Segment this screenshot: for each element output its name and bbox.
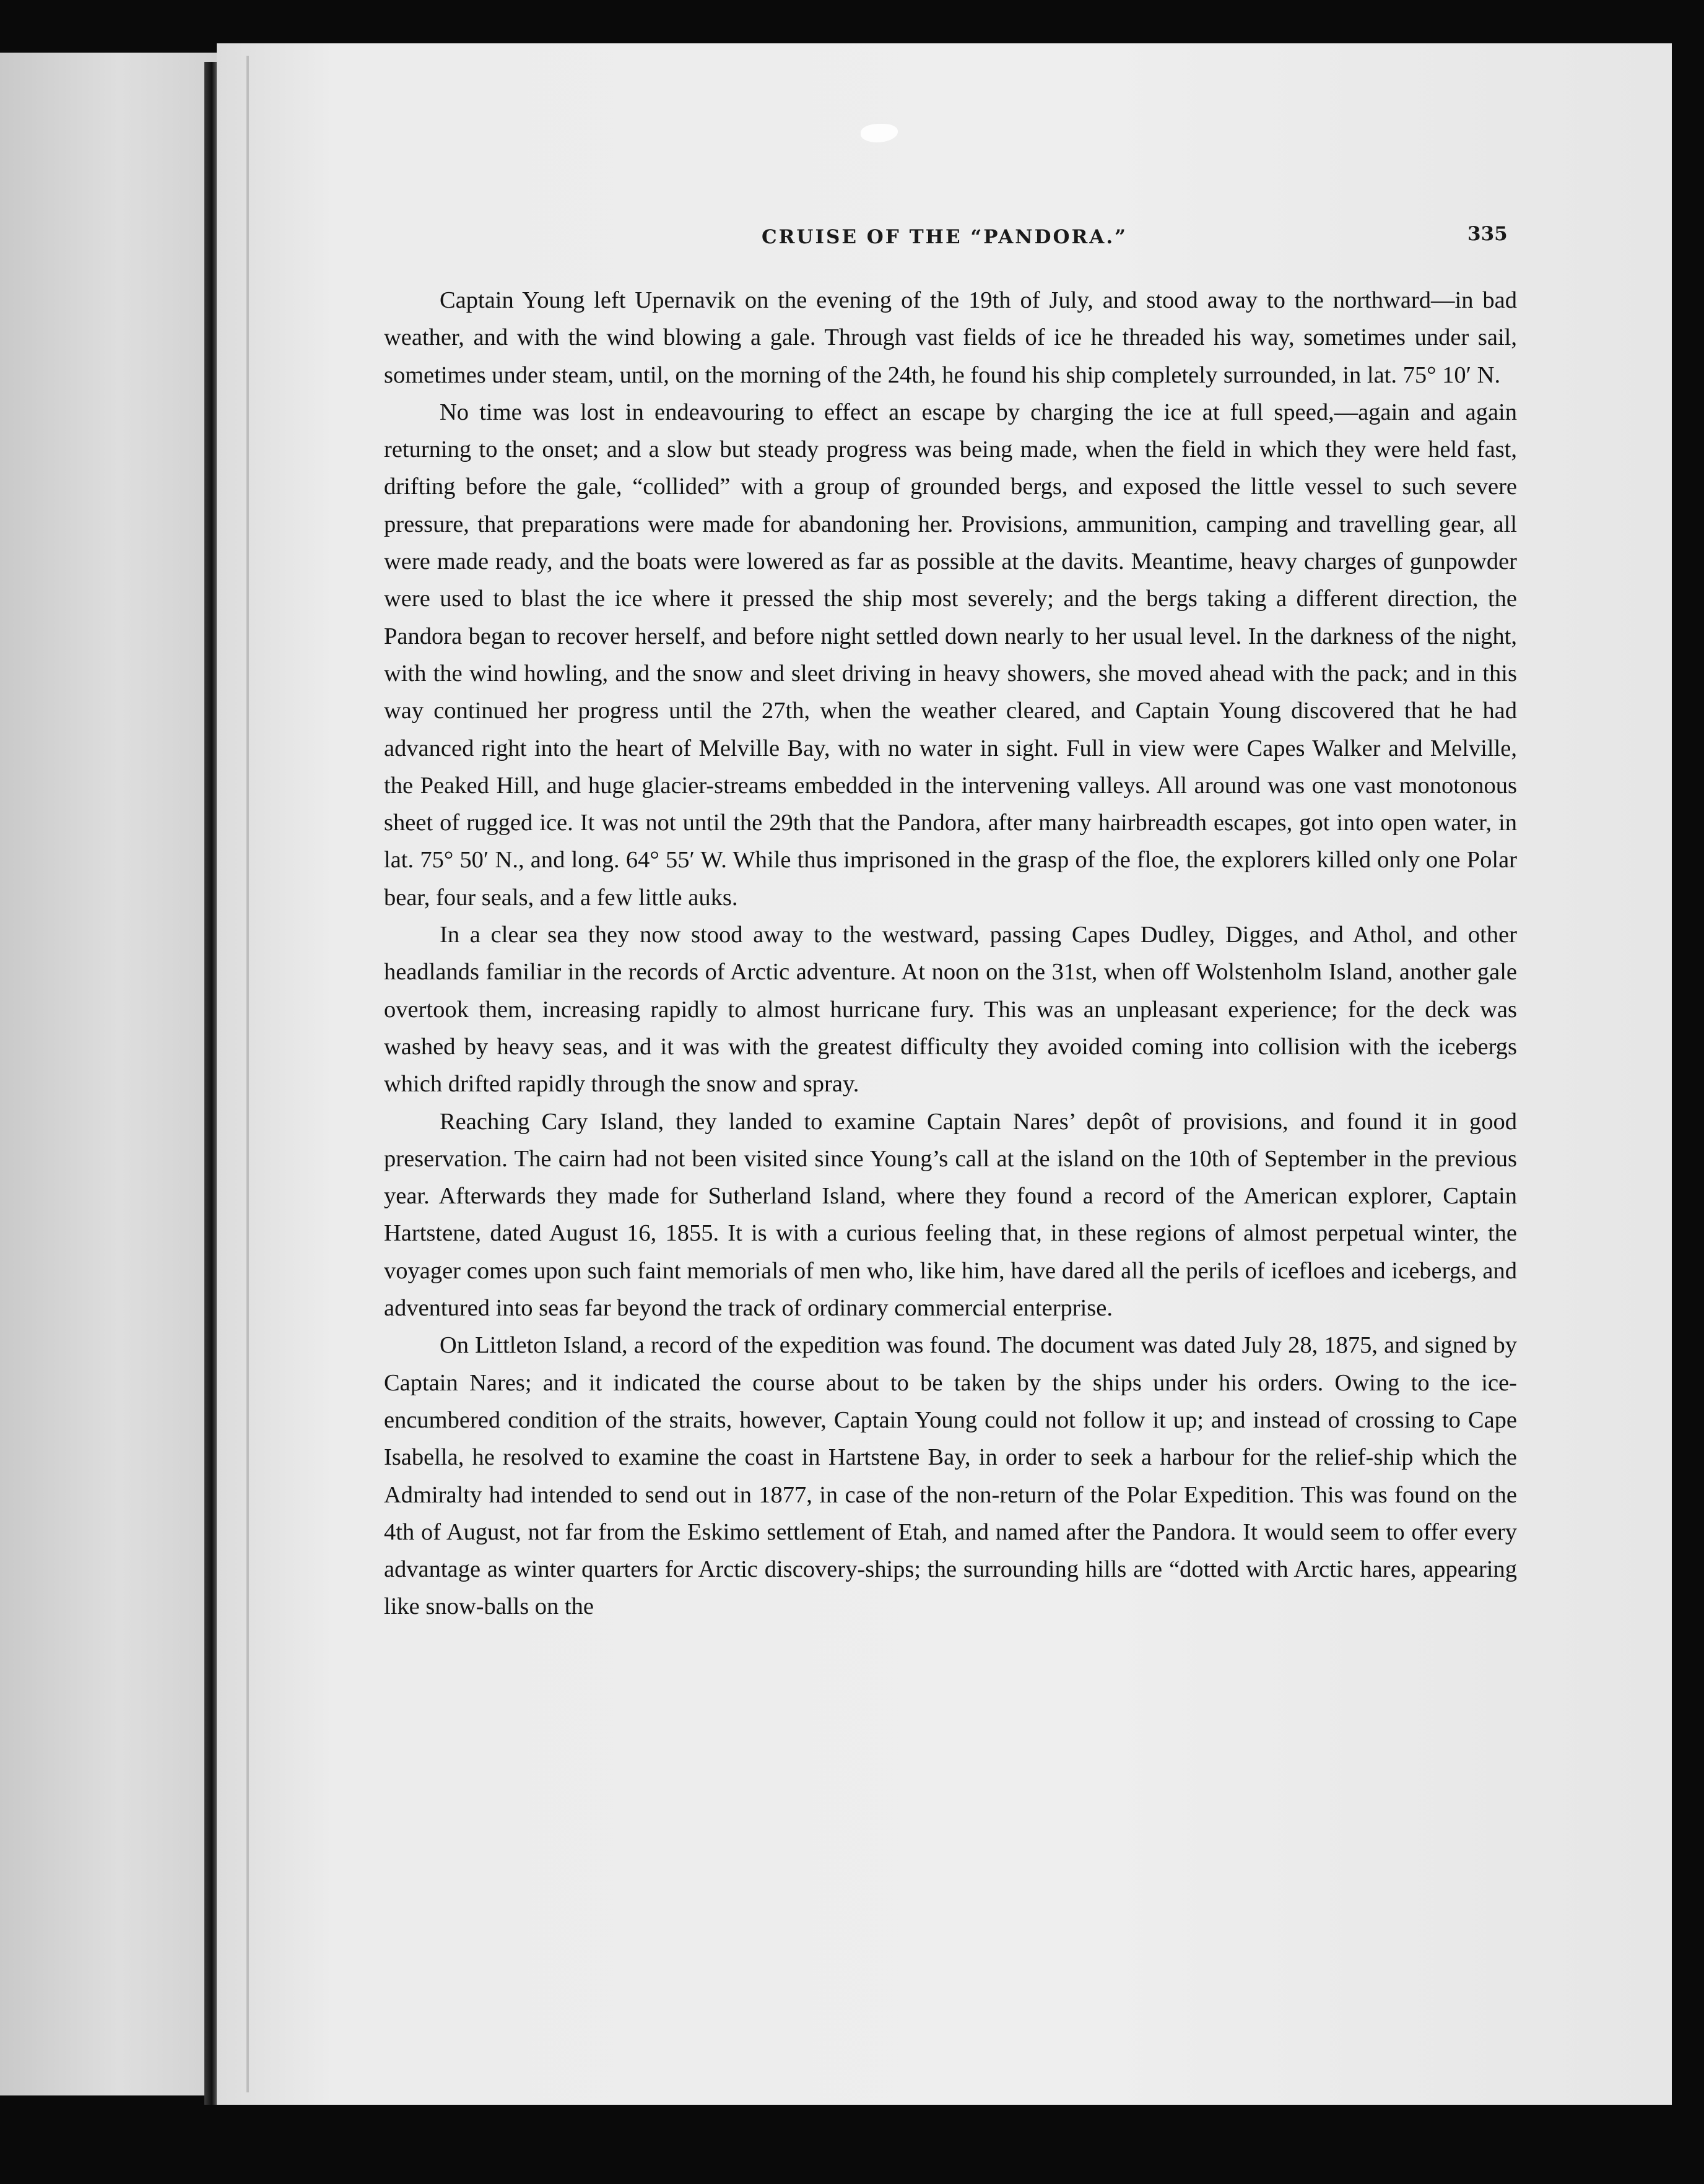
paragraph: No time was lost in endeavouring to effect an escape by charging the ice at full speed,—again and again returning to the onset; and a slow but steady progress was being made, when the field in which they were held fast, drifting before the gale, “collided” with a group of grounded bergs, and exposed the little vessel to such severe pressure, that preparations were made for abandoning her. Provisions, ammunition, camping and travelling gear, all were made ready, and the boats were lowered as far as possible at the davits. Meantime, heavy charges of gunpowder were used to blast the ice where it pressed the ship most severely; and the bergs taking a different direction, the Pandora began to recover herself, and before night settled down nearly to her usual level. In the darkness of the night, with the wind howling, and the snow and sleet driving in heavy showers, she moved ahead with the pack; and in this way continued her progress until the 27th, when the weather cleared, and Captain Young discovered that he had advanced right into the heart of Melville Bay, with no water in sight. Full in view were Capes Walker and Melville, the Peaked Hill, and huge glacier-streams embedded in the intervening valleys. All around was one vast monotonous sheet of rugged ice. It was not until the 29th that the Pandora, after many hairbreadth escapes, got into open water, in lat. 75° 50′ N., and long. 64° 55′ W. While thus imprisoned in the grasp of the floe, the explorers killed only one Polar bear, four seals, and a few little auks. bbox=[384, 399, 1517, 911]
running-head: CRUISE OF THE “PANDORA.” bbox=[762, 226, 1128, 248]
paragraph: On Littleton Island, a record of the expedition was found. The document was dated July 28, 1875, and signed by Captain Nares; and it indicated the course about to be taken by the ships under his orders. Owing to the ice-encumbered condition of the straits, however, Captain Young could not follow it up; and instead of crossing to Cape Isabella, he resolved to examine the coast in Hartstene Bay, in order to seek a harbour for the relief-ship which the Admiralty had intended to send out in 1877, in case of the non-return of the Polar Expedition. This was found on the 4th of August, not far from the Eskimo settlement of Etah, and named after the Pandora. It would seem to offer every advantage as winter quarters for Arctic discovery-ships; the surrounding hills are “dotted with Arctic hares, appearing like snow-balls on the bbox=[384, 1332, 1517, 1620]
body-text bbox=[384, 282, 1517, 1626]
paragraph: In a clear sea they now stood away to the westward, passing Capes Dudley, Digges, and Athol, and other headlands familiar in the records of Arctic adventure. At noon on the 31st, when off Wolstenholm Island, another gale overtook them, increasing rapidly to almost hurricane fury. This was an unpleasant experience; for the deck was washed by heavy seas, and it was with the greatest difficulty they avoided coming into collision with the icebergs which drifted rapidly through the snow and spray. bbox=[384, 922, 1517, 1098]
book-gutter bbox=[204, 62, 217, 2105]
paragraph: Reaching Cary Island, they landed to examine Captain Nares’ depôt of provisions, and found it in good preservation. The cairn had not been visited since Young’s call at the island on the 10th of September in the previous year. Afterwards they made for Sutherland Island, where they found a record of the American explorer, Captain Hartstene, dated August 16, 1855. It is with a curious feeling that, in these regions of almost perpetual winter, the voyager comes upon such faint memorials of men who, like him, have dared all the perils of icefloes and icebergs, and adventured into seas far beyond the track of ordinary commercial enterprise. bbox=[384, 1108, 1517, 1322]
page-edge-line bbox=[246, 56, 249, 2092]
left-page-edge bbox=[0, 53, 217, 2095]
scan-artifact bbox=[861, 124, 898, 142]
page-number: 335 bbox=[1467, 223, 1508, 245]
paragraph: Captain Young left Upernavik on the evening of the 19th of July, and stood away to the northward—in bad weather, and with the wind blowing a gale. Through vast fields of ice he threaded his way, sometimes under sail, sometimes under steam, until, on the morning of the 24th, he found his ship completely surrounded, in lat. 75° 10′ N. bbox=[384, 287, 1517, 388]
